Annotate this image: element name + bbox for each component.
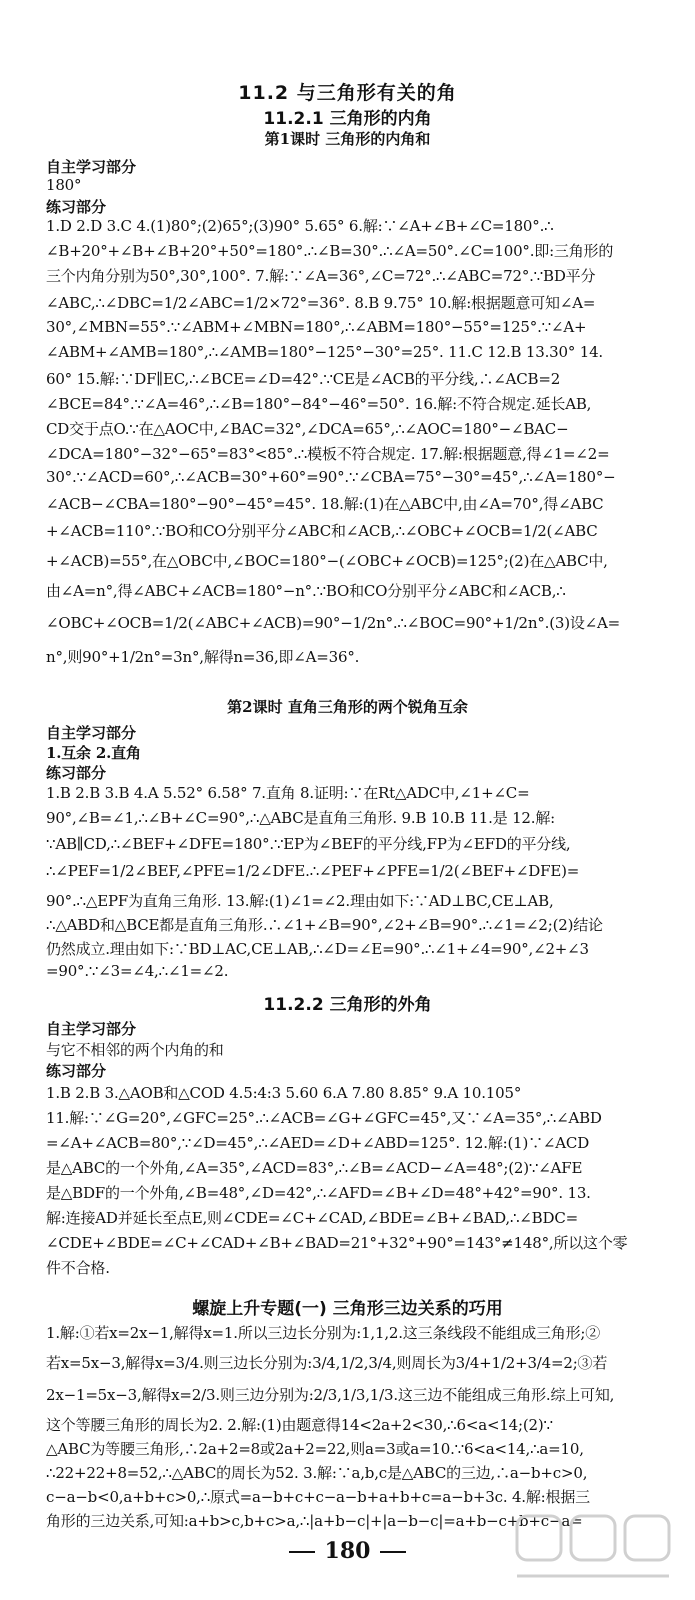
text-line: +∠ACB=110°.∵BO和CO分别平分∠ABC和∠ACB,∴∠OBC+∠OCB=1/2(∠ABC [46, 522, 598, 540]
text-line: ∠ACB−∠CBA=180°−90°−45°=45°. 18.解:(1)在△ABC中,由∠A=70°,得∠ABC [46, 495, 604, 513]
self-study-label-1: 自主学习部分 [46, 158, 137, 176]
text-line: 30°,∠MBN=55°.∵∠ABM+∠MBN=180°,∴∠ABM=180°−55°=125°.∵∠A+ [46, 318, 587, 336]
text-line: ∠ABM+∠AMB=180°,∴∠AMB=180°−125°−30°=25°. 11.C 12.B 13.30° 14. [46, 343, 603, 361]
text-line: ∴△ABD和△BCE都是直角三角形.∴∠1+∠B=90°,∠2+∠B=90°.∴∠1=∠2;(2)结论 [46, 916, 603, 934]
section-title-11-2-2: 11.2.2 三角形的外角 [263, 995, 432, 1015]
lesson-1-title: 第1课时 三角形的内角和 [264, 130, 431, 148]
text-line: 是△ABC的一个外角,∠A=35°,∠ACD=83°,∴∠B=∠ACD−∠A=48°;(2)∵∠AFE [46, 1159, 583, 1177]
text-line: 90°,∠B=∠1,∴∠B+∠C=90°,∴△ABC是直角三角形. 9.B 10.B 11.是 12.解: [46, 809, 555, 827]
special-topic-title: 螺旋上升专题(一) 三角形三边关系的巧用 [192, 1299, 503, 1319]
text-line: 三个内角分别为50°,30°,100°. 7.解:∵∠A=36°,∠C=72°.∴∠ABC=72°.∵BD平分 [46, 267, 596, 285]
text-line: 11.解:∵∠G=20°,∠GFC=25°.∴∠ACB=∠G+∠GFC=45°,又∵∠A=35°,∴∠ABD [46, 1109, 602, 1127]
text-line: 这个等腰三角形的周长为2. 2.解:(1)由题意得14<2a+2<30,∴6<a<14;(2)∵ [46, 1416, 553, 1434]
text-line: ∴22+22+8=52,∴△ABC的周长为52. 3.解:∵a,b,c是△ABC的三边,∴a−b+c>0, [46, 1464, 588, 1482]
text-line: ∠OBC+∠OCB=1/2(∠ABC+∠ACB)=90°−1/2n°.∴∠BOC=90°+1/2n°.(3)设∠A= [46, 614, 621, 632]
text-line: ∠ABC,∴∠DBC=1/2∠ABC=1/2×72°=36°. 8.B 9.75° 10.解:根据题意可知∠A= [46, 294, 596, 312]
text-line: ∠BCE=84°.∵∠A=46°,∴∠B=180°−84°−46°=50°. 16.解:不符合规定.延长AB, [46, 395, 592, 413]
self-study-label-2: 自主学习部分 [46, 724, 137, 742]
text-line: 由∠A=n°,得∠ABC+∠ACB=180°−n°.∵BO和CO分别平分∠ABC和∠ACB,∴ [46, 582, 566, 600]
page-number-dash-right [380, 1551, 406, 1553]
text-line: ∠CDE+∠BDE=∠C+∠CAD+∠B+∠BAD=21°+32°+90°=143°≠148°,所以这个零 [46, 1234, 628, 1252]
text-line: =∠A+∠ACB=80°,∵∠D=45°,∴∠AED=∠D+∠ABD=125°. 12.解:(1)∵∠ACD [46, 1134, 590, 1152]
page-number-value: 180 [324, 1538, 371, 1564]
text-line: 90°.∴△EPF为直角三角形. 13.解:(1)∠1=∠2.理由如下:∵AD⊥BC,CE⊥AB, [46, 892, 554, 910]
text-line: 1.B 2.B 3.△AOB和△COD 4.5:4:3 5.60 6.A 7.80 8.85° 9.A 10.105° [46, 1084, 522, 1102]
text-line: 1.D 2.D 3.C 4.(1)80°;(2)65°;(3)90° 5.65° 6.解:∵∠A+∠B+∠C=180°.∴ [46, 217, 554, 235]
text-line: 2x−1=5x−3,解得x=2/3.则三边分别为:2/3,1/3,1/3.这三边不能组成三角形.综上可知, [46, 1386, 615, 1404]
text-line: 解:连接AD并延长至点E,则∠CDE=∠C+∠CAD,∠BDE=∠B+∠BAD,∴∠BDC= [46, 1209, 578, 1227]
page-number-dash-left [289, 1551, 315, 1553]
section-title-11-2: 11.2 与三角形有关的角 [238, 82, 457, 104]
text-line: CD交于点O.∵在△AOC中,∠BAC=32°,∠DCA=65°,∴∠AOC=180°−∠BAC− [46, 420, 569, 438]
text-line: n°,则90°+1/2n°=3n°,解得n=36,即∠A=36°. [46, 648, 360, 666]
text-line: 1.解:①若x=2x−1,解得x=1.所以三边长分别为:1,1,2.这三条线段不能组成三角形;② [46, 1324, 601, 1342]
text-line: 60° 15.解:∵DF∥EC,∴∠BCE=∠D=42°.∵CE是∠ACB的平分线,∴∠ACB=2 [46, 370, 561, 388]
section-title-11-2-1: 11.2.1 三角形的内角 [263, 109, 432, 129]
self-study-label-3: 自主学习部分 [46, 1020, 137, 1038]
practice-label-2: 练习部分 [46, 764, 107, 782]
text-line: +∠ACB)=55°,在△OBC中,∠BOC=180°−(∠OBC+∠OCB)=125°;(2)在△ABC中, [46, 552, 608, 570]
watermark-logo-icon [511, 1510, 681, 1590]
practice-label-3: 练习部分 [46, 1062, 107, 1080]
text-line: ∴∠PEF=1/2∠BEF,∠PFE=1/2∠DFE.∴∠PEF+∠PFE=1/2(∠BEF+∠DFE)= [46, 862, 580, 880]
text-line: △ABC为等腰三角形,∴2a+2=8或2a+2=22,则a=3或a=10.∵6<a<14,∴a=10, [46, 1440, 584, 1458]
text-line: 1.B 2.B 3.B 4.A 5.52° 6.58° 7.直角 8.证明:∵在Rt△ADC中,∠1+∠C= [46, 784, 530, 802]
text-line: 是△BDF的一个外角,∠B=48°,∠D=42°,∴∠AFD=∠B+∠D=48°+42°=90°. 13. [46, 1184, 591, 1202]
text-line: ∵AB∥CD,∴∠BEF+∠DFE=180°.∵EP为∠BEF的平分线,FP为∠EFD的平分线, [46, 835, 571, 853]
text-line: c−a−b<0,a+b+c>0,∴原式=a−b+c+c−a−b+a+b+c=a−b+3c. 4.解:根据三 [46, 1488, 590, 1506]
text-line: =90°.∵∠3=∠4,∴∠1=∠2. [46, 962, 229, 980]
self-study-answer-3: 与它不相邻的两个内角的和 [46, 1041, 224, 1059]
text-line: 角形的三边关系,可知:a+b>c,b+c>a,∴|a+b−c|+|a−b−c|=a+b−c+b+c−a= [46, 1512, 583, 1530]
practice-label-1: 练习部分 [46, 198, 107, 216]
text-line: 件不合格. [46, 1259, 110, 1277]
lesson-2-title: 第2课时 直角三角形的两个锐角互余 [227, 698, 468, 716]
text-line: 仍然成立.理由如下:∵BD⊥AC,CE⊥AB,∴∠D=∠E=90°.∴∠1+∠4=90°,∠2+∠3 [46, 940, 589, 958]
self-study-answer-1: 180° [46, 176, 82, 194]
self-study-answer-2: 1.互余 2.直角 [46, 744, 141, 762]
text-line: ∠B+20°+∠B+∠B+20°+50°=180°.∴∠B=30°.∴∠A=50°.∠C=100°.即:三角形的 [46, 242, 614, 260]
text-line: ∠DCA=180°−32°−65°=83°<85°.∴模板不符合规定. 17.解:根据题意,得∠1=∠2= [46, 445, 610, 463]
text-line: 若x=5x−3,解得x=3/4.则三边长分别为:3/4,1/2,3/4,则周长为3/4+1/2+3/4=2;③若 [46, 1354, 608, 1372]
text-line: 30°.∵∠ACD=60°,∴∠ACB=30°+60°=90°.∵∠CBA=75°−30°=45°,∴∠A=180°− [46, 468, 616, 486]
